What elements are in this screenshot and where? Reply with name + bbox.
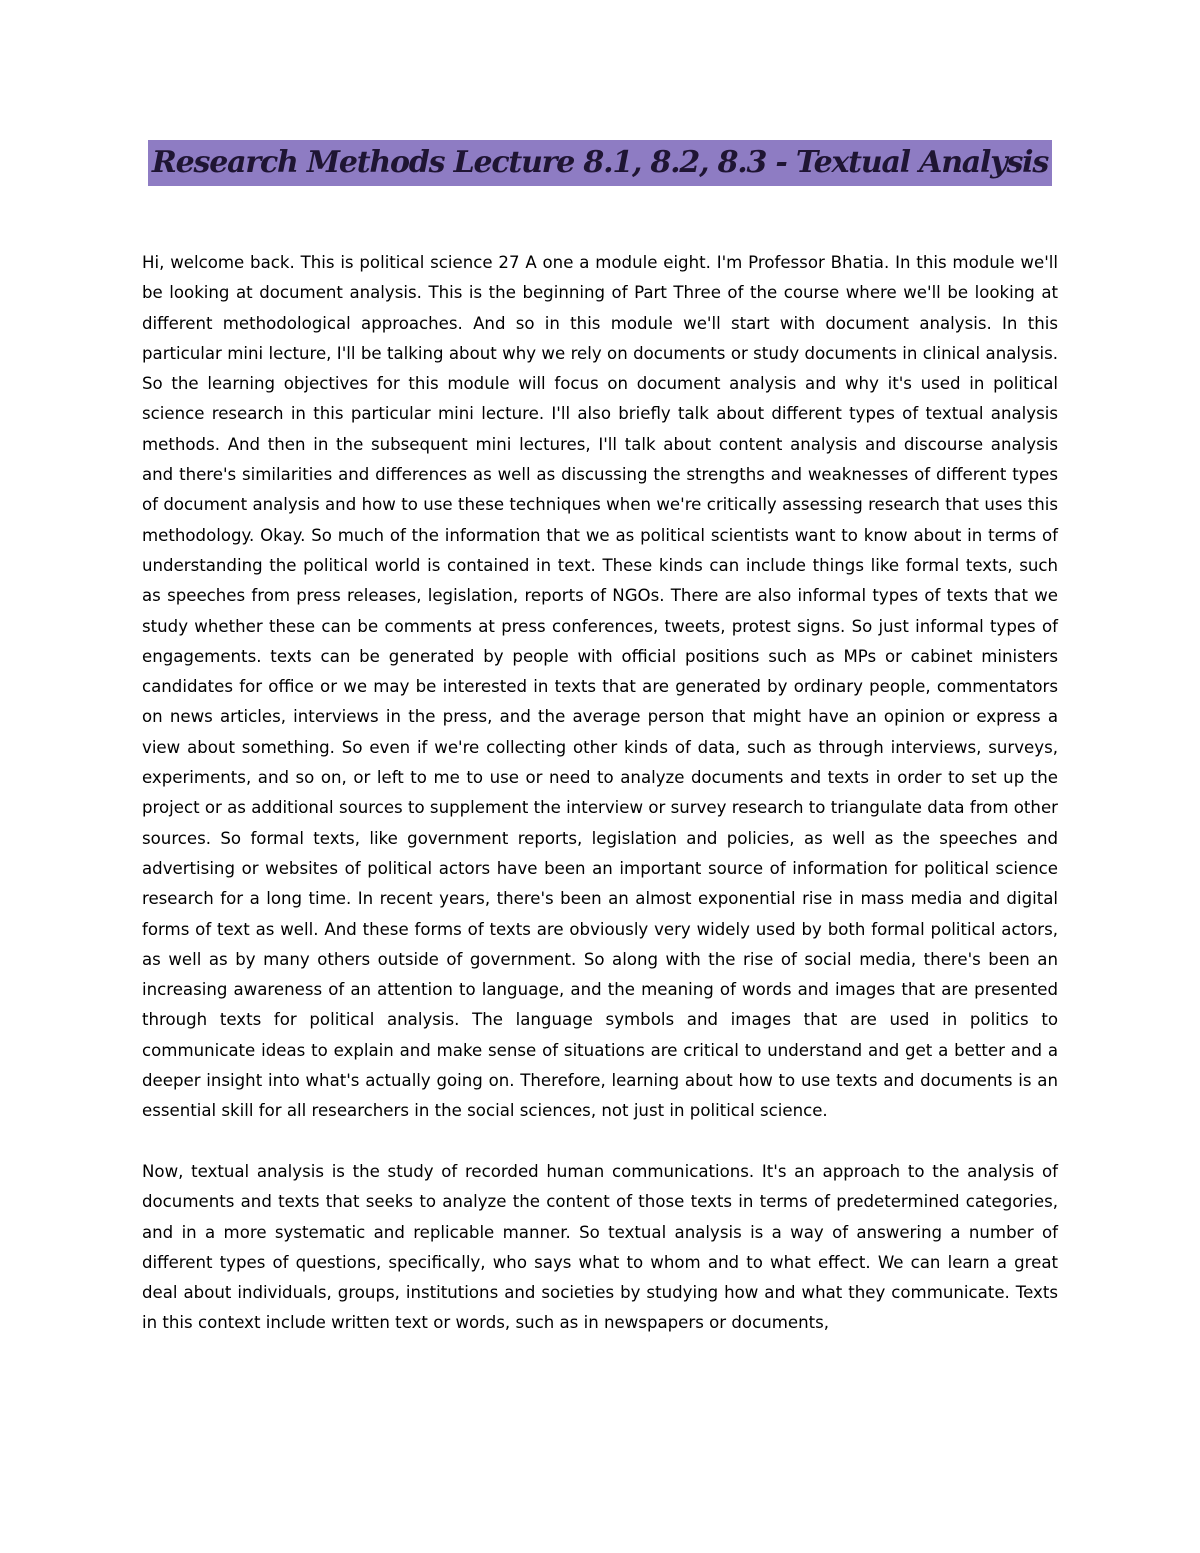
paragraph-2: Now, textual analysis is the study of recorded human communications. It's an approach to the analysis of documents and texts that seeks to analyze the content of those texts in terms of predetermined categories, and in a more systematic and replicable manner. So textual analysis is a way of answering a number of different types of questions, specifically, who says what to whom and to what effect. We can learn a great deal about individuals, groups, institutions and societies by studying how and what they communicate. Texts in this context include written text or words, such as in newspapers or documents, bbox=[142, 1161, 1058, 1333]
document-title: Research Methods Lecture 8.1, 8.2, 8.3 - Textual Analysis bbox=[148, 140, 1052, 186]
paragraph-1: Hi, welcome back. This is political science 27 A one a module eight. I'm Professor Bhatia. In this module we'll be looking at document analysis. This is the beginning of Part Three of the course where we'll be looking at different methodological approaches. And so in this module we'll start with document analysis. In this particular mini lecture, I'll be talking about why we rely on documents or study documents in clinical analysis. So the learning objectives for this module will focus on document analysis and why it's used in political science research in this particular mini lecture. I'll also briefly talk about different types of textual analysis methods. And then in the subsequent mini lectures, I'll talk about content analysis and discourse analysis and there's similarities and differences as well as discussing the strengths and weaknesses of different types of document analysis and how to use these techniques when we're critically assessing research that uses this methodology. Okay. So much of the information that we as political scientists want to know about in terms of understanding the political world is contained in text. These kinds can include things like formal texts, such as speeches from press releases, legislation, reports of NGOs. There are also informal types of texts that we study whether these can be comments at press conferences, tweets, protest signs. So just informal types of engagements. texts can be generated by people with official positions such as MPs or cabinet ministers candidates for office or we may be interested in texts that are generated by ordinary people, commentators on news articles, interviews in the press, and the average person that might have an opinion or express a view about something. So even if we're collecting other kinds of data, such as through interviews, surveys, experiments, and so on, or left to me to use or need to analyze documents and texts in order to set up the project or as additional sources to supplement the interview or survey research to triangulate data from other sources. So formal texts, like government reports, legislation and policies, as well as the speeches and advertising or websites of political actors have been an important source of information for political science research for a long time. In recent years, there's been an almost exponential rise in mass media and digital forms of text as well. And these forms of texts are obviously very widely used by both formal political actors, as well as by many others outside of government. So along with the rise of social media, there's been an increasing awareness of an attention to language, and the meaning of words and images that are presented through texts for political analysis. The language symbols and images that are used in politics to communicate ideas to explain and make sense of situations are critical to understand and get a better and a deeper insight into what's actually going on. Therefore, learning about how to use texts and documents is an essential skill for all researchers in the social sciences, not just in political science. bbox=[142, 253, 1058, 1121]
title-container bbox=[0, 140, 1200, 186]
document-body bbox=[142, 248, 1058, 1339]
